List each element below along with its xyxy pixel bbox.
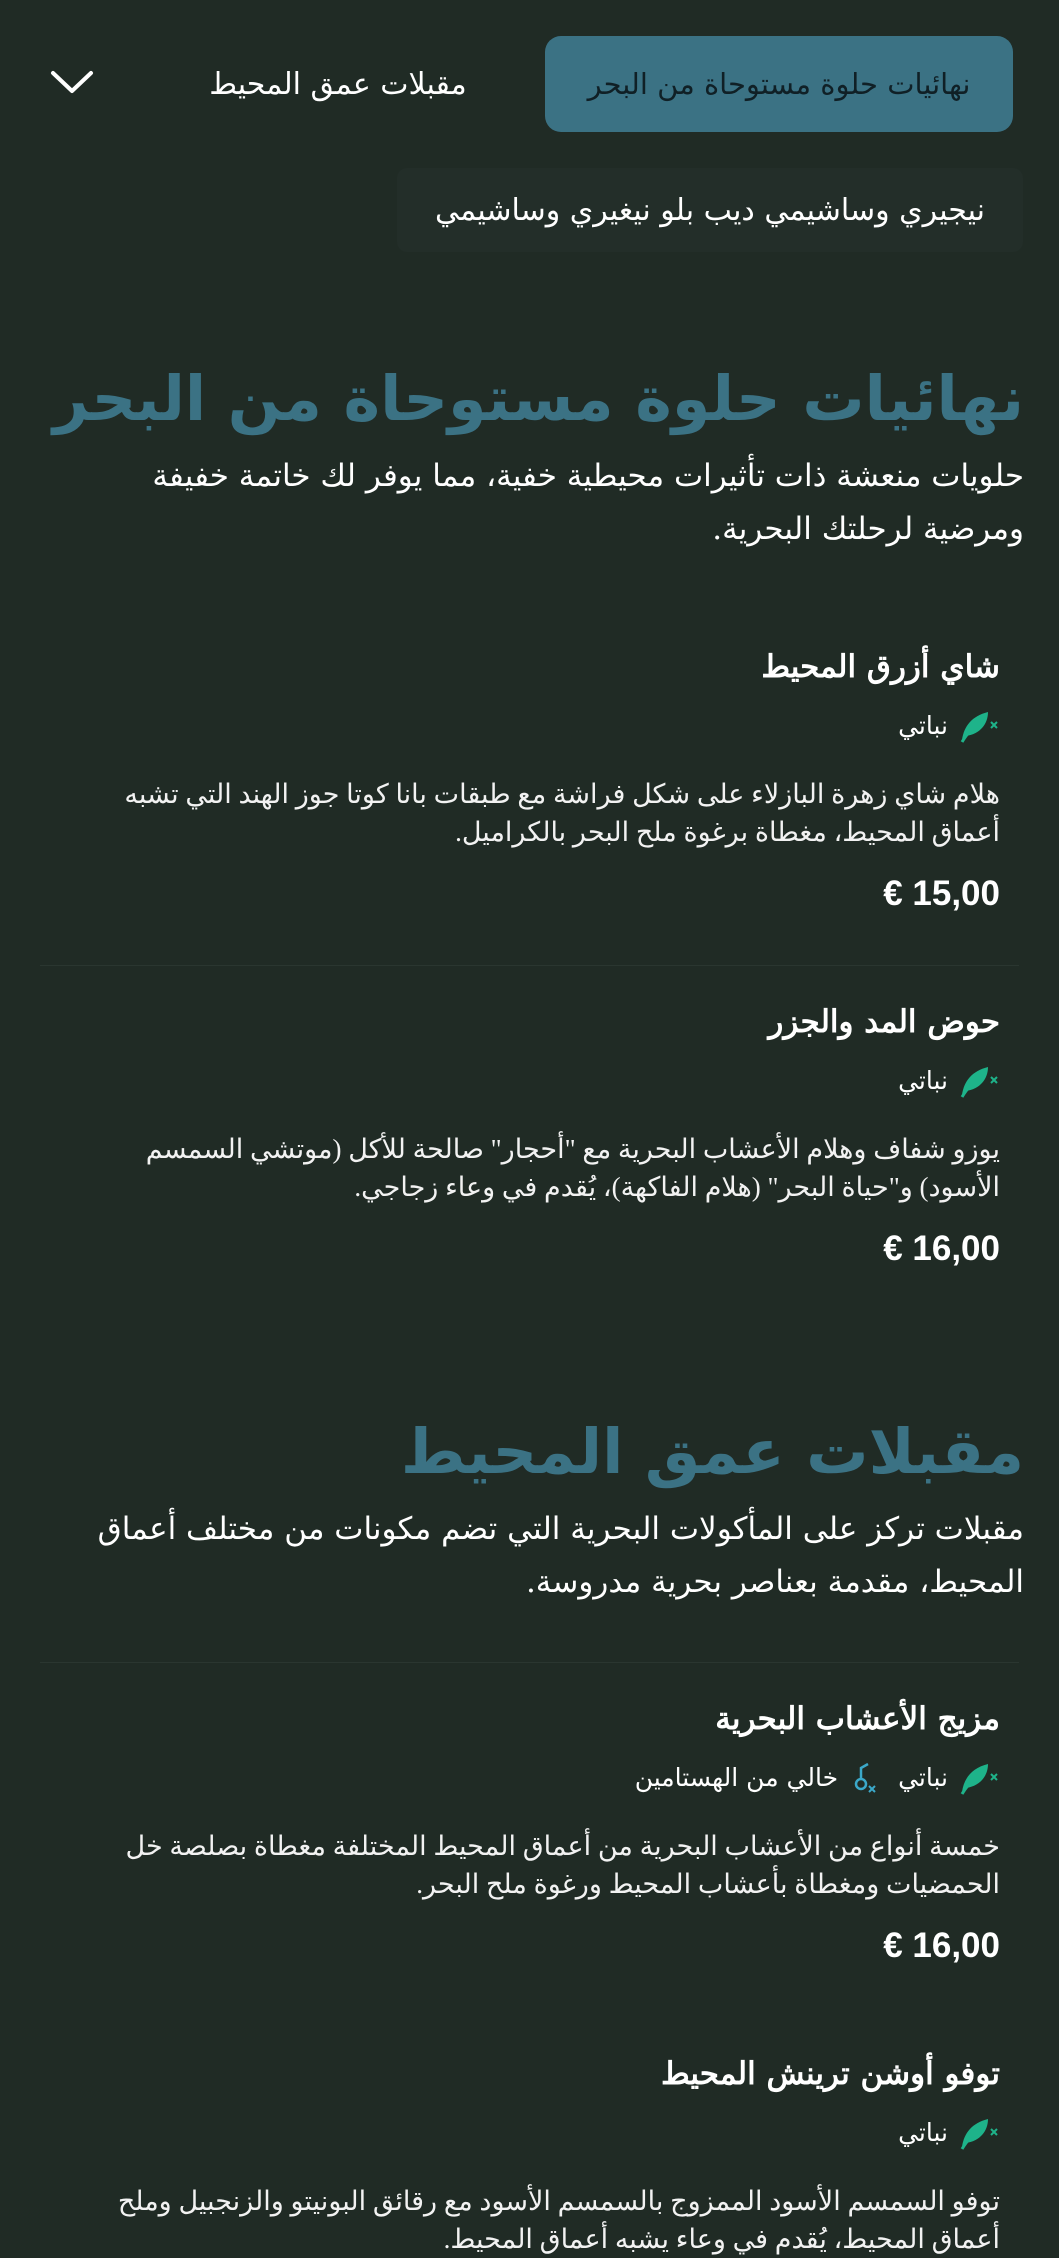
histamine-free-icon (848, 1760, 878, 1794)
tag-vegan (898, 1758, 1000, 1796)
item-name: مزيج الأعشاب البحرية (715, 1701, 1000, 1737)
item-description: توفو السمسم الأسود الممزوج بالسمسم الأسود مع رقائق البونيتو والزنجبيل وملح أعماق المحيط، يُقدم في وعاء يشبه أعماق المحيط. (117, 2186, 1000, 2254)
tag-vegan (898, 706, 1000, 744)
item-tags (60, 2112, 1000, 2152)
item-name: شاي أزرق المحيط (761, 649, 1000, 685)
vegan-leaf-icon (958, 706, 1000, 744)
item-tags (60, 1757, 1000, 1797)
divider (40, 965, 1019, 966)
item-name: توفو أوشن ترينش المحيط (660, 2056, 1000, 2092)
item-price: 16,00 € (883, 1926, 1000, 1965)
tag-label: نباتي (898, 2117, 948, 2147)
tag-label: خالي من الهستامين (634, 1762, 839, 1792)
section-title: مقبلات عمق المحيط (400, 1415, 1024, 1488)
tab-sea-desserts[interactable]: نهائيات حلوة مستوحاة من البحر (545, 36, 1013, 132)
item-price: 15,00 € (883, 874, 1000, 913)
item-name: حوض المد والجزر (768, 1004, 1000, 1040)
item-description: هلام شاي زهرة البازلاء على شكل فراشة مع طبقات بانا كوتا جوز الهند التي تشبه أعماق المحيط، مغطاة برغوة ملح البحر بالكراميل. (124, 779, 1000, 847)
tag-label: نباتي (898, 1762, 948, 1792)
vegan-leaf-icon (958, 2113, 1000, 2151)
tab-nigiri-sashimi[interactable]: نيجيري وساشيمي ديب بلو نيغيري وساشيمي (397, 168, 1023, 252)
item-tags (60, 1060, 1000, 1100)
tab-ocean-appetizers[interactable]: مقبلات عمق المحيط (209, 66, 467, 102)
menu-item[interactable] (60, 2052, 1000, 2258)
category-nav (0, 0, 1059, 160)
tag-vegan (898, 2113, 1000, 2151)
vegan-leaf-icon (958, 1758, 1000, 1796)
item-price: 16,00 € (883, 1229, 1000, 1268)
tag-label: نباتي (898, 710, 948, 740)
menu-item[interactable] (60, 1000, 1000, 1274)
section-title: نهائيات حلوة مستوحاة من البحر (53, 362, 1024, 435)
chevron-down-icon[interactable] (44, 62, 100, 102)
section-description: مقبلات تركز على المأكولات البحرية التي تضم مكونات من مختلف أعماق المحيط، مقدمة بعناصر بحرية مدروسة. (97, 1511, 1024, 1600)
item-description: يوزو شفاف وهلام الأعشاب البحرية مع "أحجار" صالحة للأكل (موتشي السمسم الأسود) و"حياة البحر" (هلام الفاكهة)، يُقدم في وعاء زجاجي. (145, 1134, 1000, 1202)
menu-item[interactable] (60, 1697, 1000, 1971)
vegan-leaf-icon (958, 1061, 1000, 1099)
tag-label: نباتي (898, 1065, 948, 1095)
menu-item[interactable] (60, 645, 1000, 919)
tag-vegan (898, 1061, 1000, 1099)
tag-histamine-free (635, 1760, 878, 1794)
section-description: حلويات منعشة ذات تأثيرات محيطية خفية، مما يوفر لك خاتمة خفيفة ومرضية لرحلتك البحرية. (152, 458, 1024, 547)
divider (40, 1662, 1019, 1663)
item-description: خمسة أنواع من الأعشاب البحرية من أعماق المحيط المختلفة مغطاة بصلصة خل الحمضيات ومغطاة بأعشاب المحيط ورغوة ملح البحر. (125, 1831, 1000, 1899)
item-tags (60, 705, 1000, 745)
